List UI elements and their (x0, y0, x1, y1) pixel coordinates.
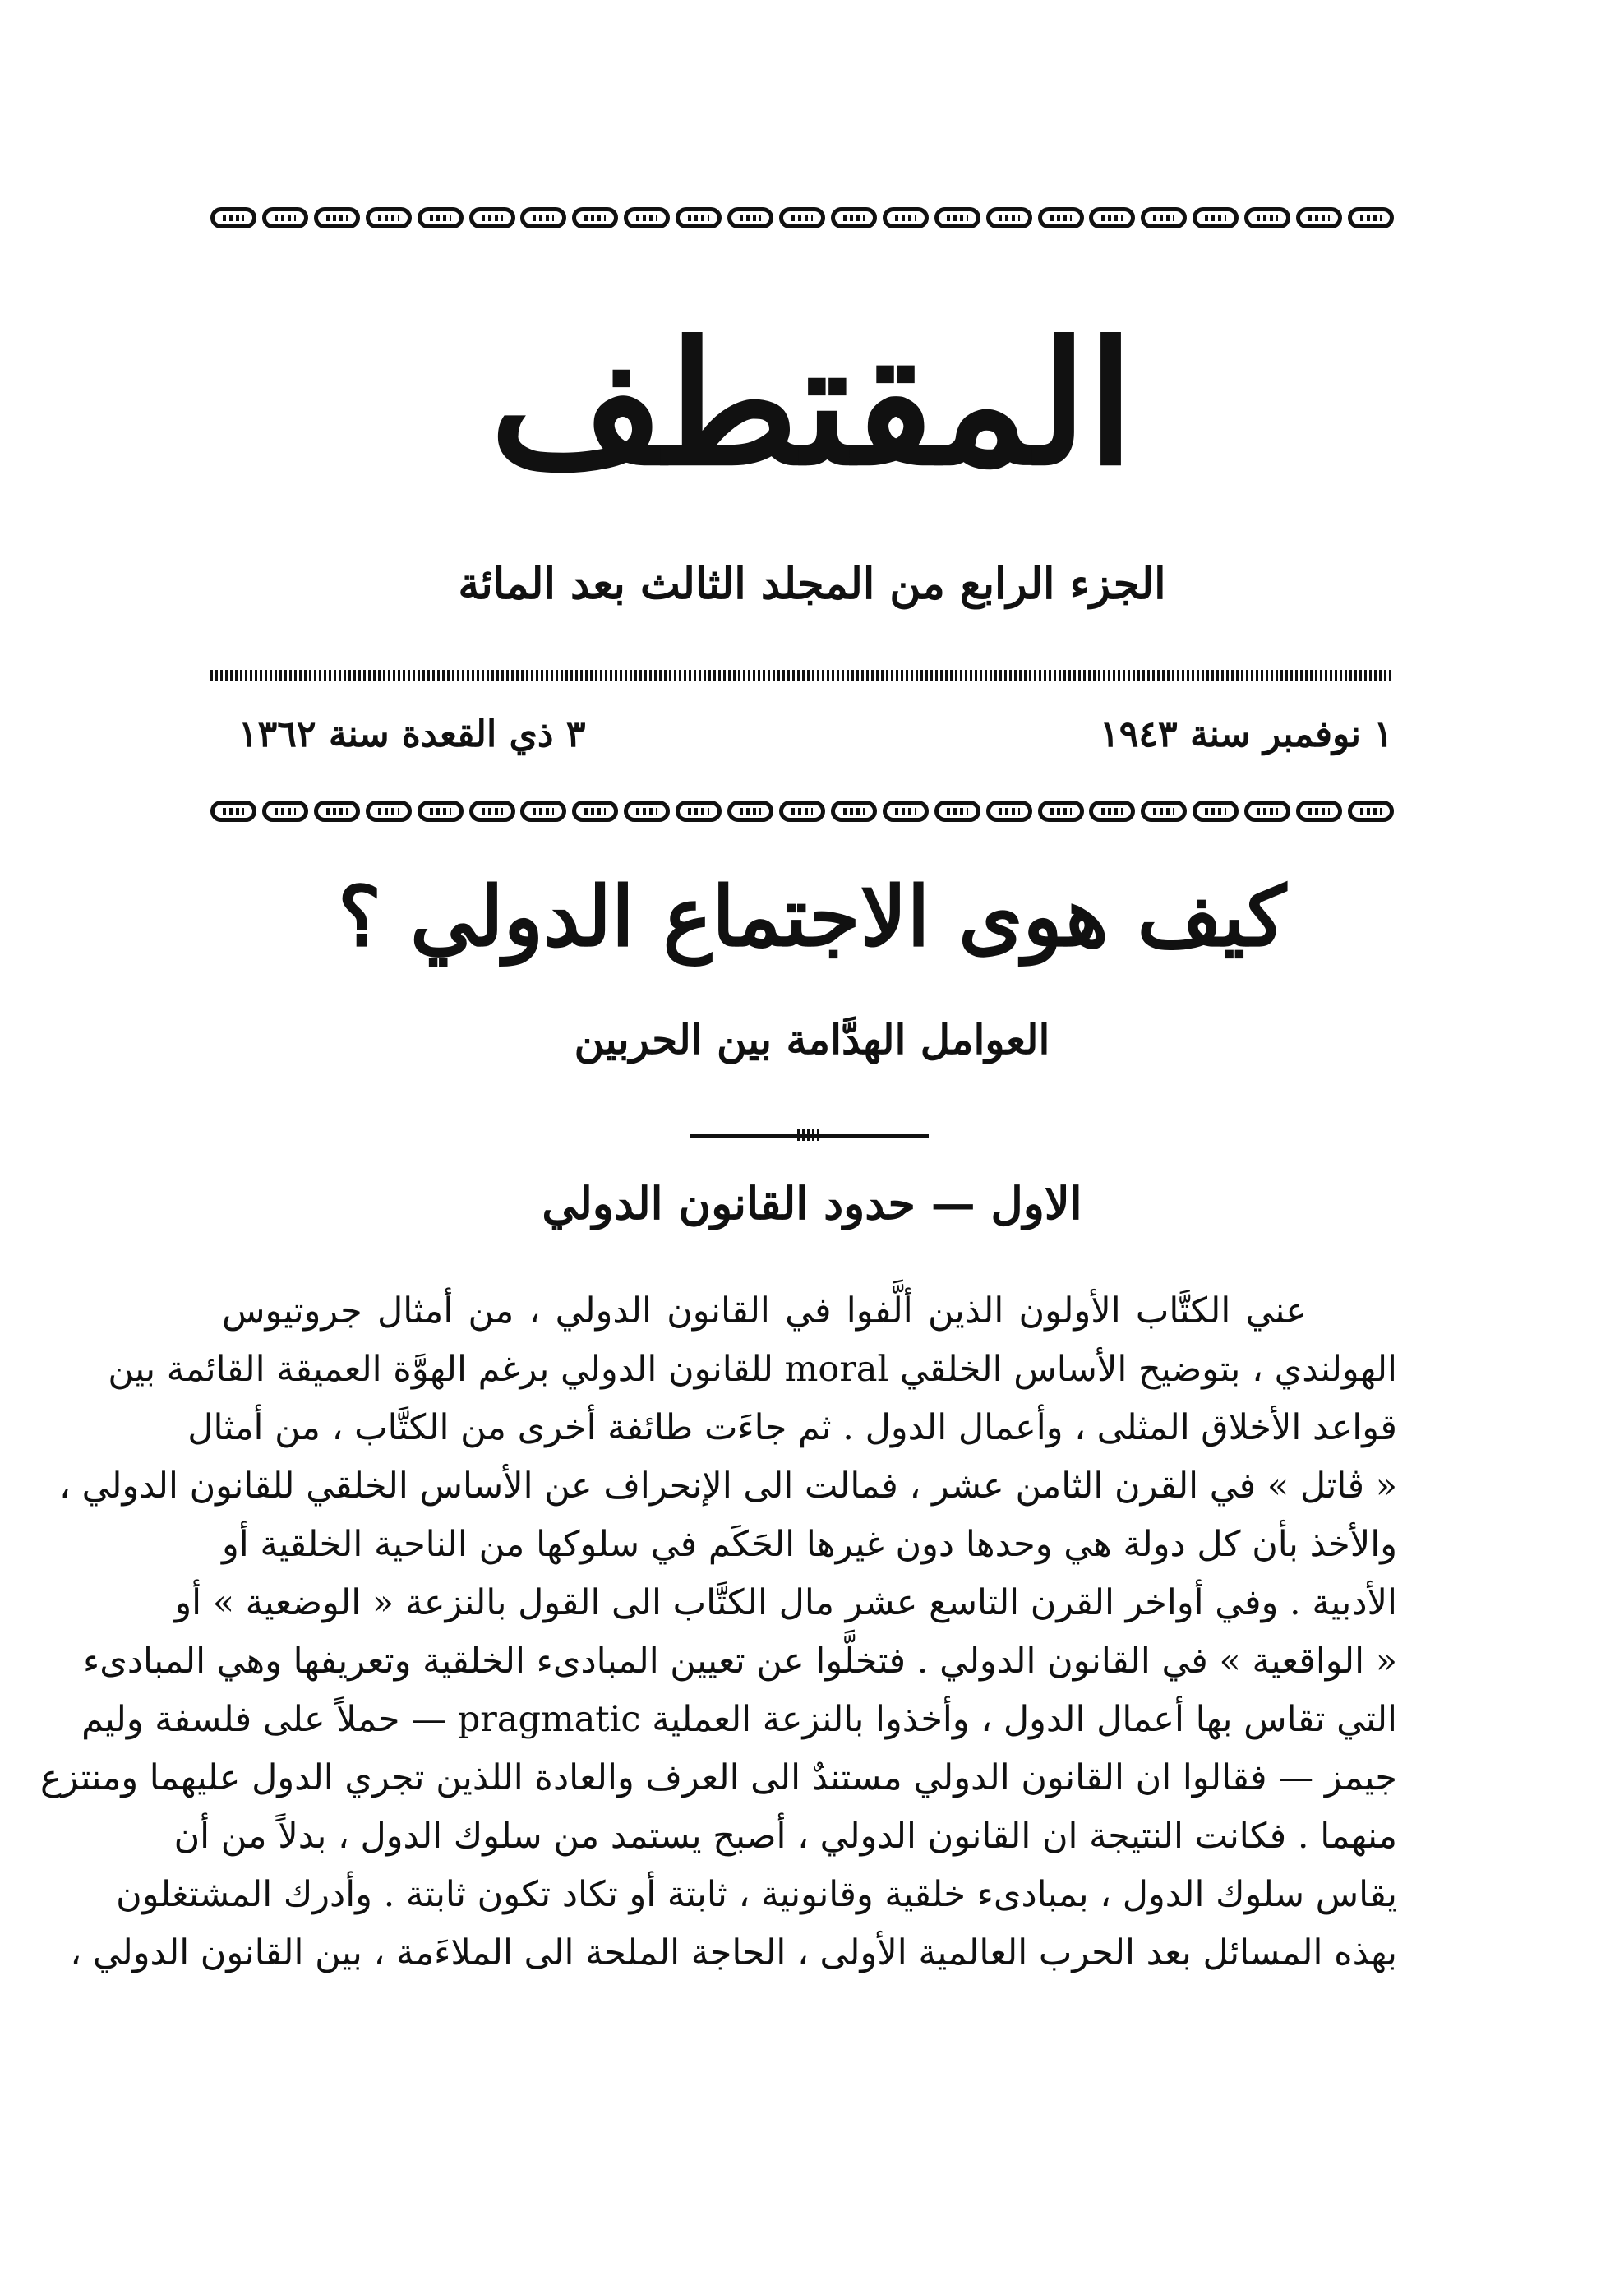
volume-line: الجزء الرابع من المجلد الثالث بعد المائة (458, 559, 1166, 609)
ornament-border-top (210, 201, 1394, 234)
article-subtitle: العوامل الهدَّامة بين الحربين (574, 1015, 1050, 1064)
ornament-unit (1244, 801, 1290, 822)
ornament-unit (314, 801, 360, 822)
ornament-unit (883, 801, 929, 822)
body-line: الأدبية . وفي أواخر القرن التاسع عشر مال الكتَّاب الى القول بالنزعة « الوضعية » أو (174, 1582, 1397, 1623)
ornament-unit (366, 207, 412, 228)
ornament-unit (262, 801, 308, 822)
ornament-unit (1348, 207, 1394, 228)
ornament-unit (986, 801, 1032, 822)
ornament-unit (418, 801, 464, 822)
ornament-unit (1141, 207, 1187, 228)
body-line: جيمز — فقالوا ان القانون الدولي مستندٌ الى العرف والعادة اللذين تجري الدول عليهما ومنتزع (40, 1757, 1397, 1798)
body-line: التي تقاس بها أعمال الدول ، وأخذوا بالنزعة العملية pragmatic — حملاً على فلسفة وليم (81, 1699, 1397, 1740)
body-line: والأخذ بأن كل دولة هي وحدها دون غيرها الحَكَم في سلوكها من الناحية الخلقية أو (222, 1524, 1397, 1565)
dotted-rule (210, 670, 1394, 681)
journal-name: المقتطف (490, 306, 1134, 503)
ornament-unit (1038, 207, 1084, 228)
ornament-unit (934, 801, 980, 822)
ornament-unit (727, 207, 773, 228)
ornament-unit (1296, 801, 1342, 822)
ornament-unit (986, 207, 1032, 228)
ornament-unit (779, 207, 825, 228)
body-line: يقاس سلوك الدول ، بمبادىء خلقية وقانونية ، ثابتة أو تكاد تكون ثابتة . وأدرك المشتغلون (116, 1874, 1397, 1915)
ornament-unit (314, 207, 360, 228)
ornament-unit (1038, 801, 1084, 822)
divider-ornament (797, 1129, 820, 1141)
ornament-unit (366, 801, 412, 822)
body-line: « ڤاتل » في القرن الثامن عشر ، فمالت الى الإنحراف عن الأساس الخلقي للقانون الدولي ، (59, 1466, 1397, 1507)
body-line: قواعد الأخلاق المثلى ، وأعمال الدول . ثم جاءَت طائفة أخرى من الكتَّاب ، من أمثال (187, 1407, 1397, 1448)
ornament-unit (676, 801, 722, 822)
ornament-unit (520, 801, 566, 822)
ornament-unit (262, 207, 308, 228)
ornament-unit (934, 207, 980, 228)
ornament-unit (831, 207, 877, 228)
ornament-unit (1296, 207, 1342, 228)
ornament-unit (520, 207, 566, 228)
ornament-unit (210, 207, 256, 228)
body-line: بهذه المسائل بعد الحرب العالمية الأولى ، الحاجة الملحة الى الملاءَمة ، بين القانون الدولي ، (70, 1932, 1397, 1973)
body-line: منهما . فكانت النتيجة ان القانون الدولي ، أصبح يستمد من سلوك الدول ، بدلاً من أن (173, 1816, 1397, 1857)
ornament-unit (1348, 801, 1394, 822)
ornament-unit (1193, 207, 1239, 228)
ornament-unit (676, 207, 722, 228)
ornament-unit (572, 207, 618, 228)
section-heading: الاول — حدود القانون الدولي (542, 1177, 1082, 1230)
ornament-unit (469, 207, 515, 228)
ornament-unit (418, 207, 464, 228)
ornament-unit (1244, 207, 1290, 228)
ornament-unit (210, 801, 256, 822)
ornament-unit (1089, 207, 1135, 228)
ornament-unit (572, 801, 618, 822)
body-line: الهولندي ، بتوضيح الأساس الخلقي moral للقانون الدولي برغم الهوَّة العميقة القائمة بين (108, 1349, 1397, 1390)
ornament-unit (1089, 801, 1135, 822)
ornament-unit (779, 801, 825, 822)
ornament-unit (1141, 801, 1187, 822)
ornament-unit (727, 801, 773, 822)
ornament-border-bottom (210, 795, 1394, 828)
ornament-unit (1193, 801, 1239, 822)
date-gregorian: ١ نوفمبر سنة ١٩٤٣ (1100, 713, 1393, 755)
ornament-unit (831, 801, 877, 822)
date-hijri: ٣ ذي القعدة سنة ١٣٦٢ (238, 713, 586, 755)
ornament-unit (469, 801, 515, 822)
ornament-unit (883, 207, 929, 228)
article-body (40, 1282, 1397, 1983)
body-line: « الواقعية » في القانون الدولي . فتخلَّوا عن تعيين المبادىء الخلقية وتعريفها وهي المبادىء (83, 1641, 1397, 1682)
article-title: كيف هوى الاجتماع الدولي ؟ (338, 868, 1286, 965)
ornament-unit (624, 207, 670, 228)
ornament-unit (624, 801, 670, 822)
body-line: عني الكتَّاب الأولون الذين ألَّفوا في القانون الدولي ، من أمثال جروتيوس (222, 1290, 1307, 1332)
